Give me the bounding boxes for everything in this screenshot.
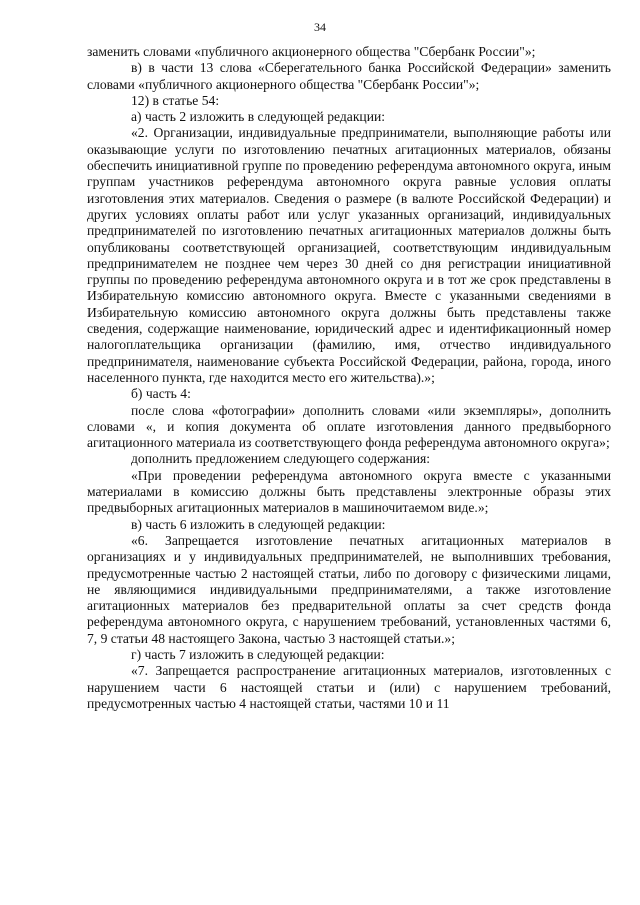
paragraph: а) часть 2 изложить в следующей редакции: [131, 109, 386, 125]
paragraph: заменить словами «публичного акционерного общества "Сбербанк России"»; [87, 44, 536, 59]
paragraph: «2. Организации, индивидуальные предприниматели, выполняющие работы или оказывающие услуги по изготовлению печатных агитационных материалов, обязаны обеспечить инициативной группе по проведению референдума автономного округа, иным группам участников референдума автономного округа равные условия оплаты изготовления этих материалов. Сведения о размере (в валюте Российской Федерации) и других условиях оплаты работ или услуг указанных организаций, индивидуальных предпринимателей по изготовлению печатных агитационных материалов должны быть опубликованы соответствующей организацией, соответствующим индивидуальным предпринимателем не позднее чем через 30 дней со дня регистрации инициативной группы по проведению референдума автономного округа и в тот же срок представлены в Избирательную комиссию автономного округа. Вместе с указанными сведениями в Избирательную комиссию автономного округа должны быть представлены также сведения, содержащие наименование, юридический адрес и идентификационный номер налогоплательщика организации (фамилию, имя, отчество индивидуального предпринимателя, наименование субъекта Российской Федерации, района, города, иного населенного пункта, где находится место его жительства).»; [87, 125, 611, 385]
paragraph: в) в части 13 слова «Сберегательного банка Российской Федерации» заменить словами «публичного акционерного общества "Сбербанк России"»; [87, 60, 611, 92]
paragraph: «6. Запрещается изготовление печатных агитационных материалов в организациях и у индивидуальных предпринимателей, не выполнивших требования, предусмотренные частью 2 настоящей статьи, либо по договору с физическими лицами, не являющимися индивидуальными предпринимателями, а также изготовление агитационных материалов без предварительной оплаты за счет средств фонда референдума автономного округа, с нарушением требований, установленных частями 6, 7, 9 статьи 48 настоящего Закона, частью 3 настоящей статьи.»; [87, 532, 611, 646]
paragraph: 12) в статье 54: [131, 92, 220, 108]
paragraph: «7. Запрещается распространение агитационных материалов, изготовленных с нарушением части 6 настоящей статьи и (или) с нарушением требований, предусмотренных частью 4 настоящей статьи, частями 10 и 11 [87, 663, 611, 711]
paragraph: «При проведении референдума автономного округа вместе с указанными материалами в комиссию должны быть представлены электронные образы этих предвыборных агитационных материалов в машиночитаемом виде.»; [87, 467, 611, 516]
paragraph: в) часть 6 изложить в следующей редакции: [131, 516, 386, 532]
paragraph: б) часть 4: [131, 386, 191, 402]
paragraph: г) часть 7 изложить в следующей редакции: [131, 646, 385, 662]
page-number: 34 [314, 20, 326, 34]
document-body [87, 44, 611, 712]
paragraph: дополнить предложением следующего содержания: [131, 451, 431, 467]
paragraph: после слова «фотографии» дополнить словами «или экземпляры», дополнить словами «, и копия документа об оплате изготовления данного предвыборного агитационного материала из соответствующего фонда референдума автономного округа»; [87, 402, 611, 451]
